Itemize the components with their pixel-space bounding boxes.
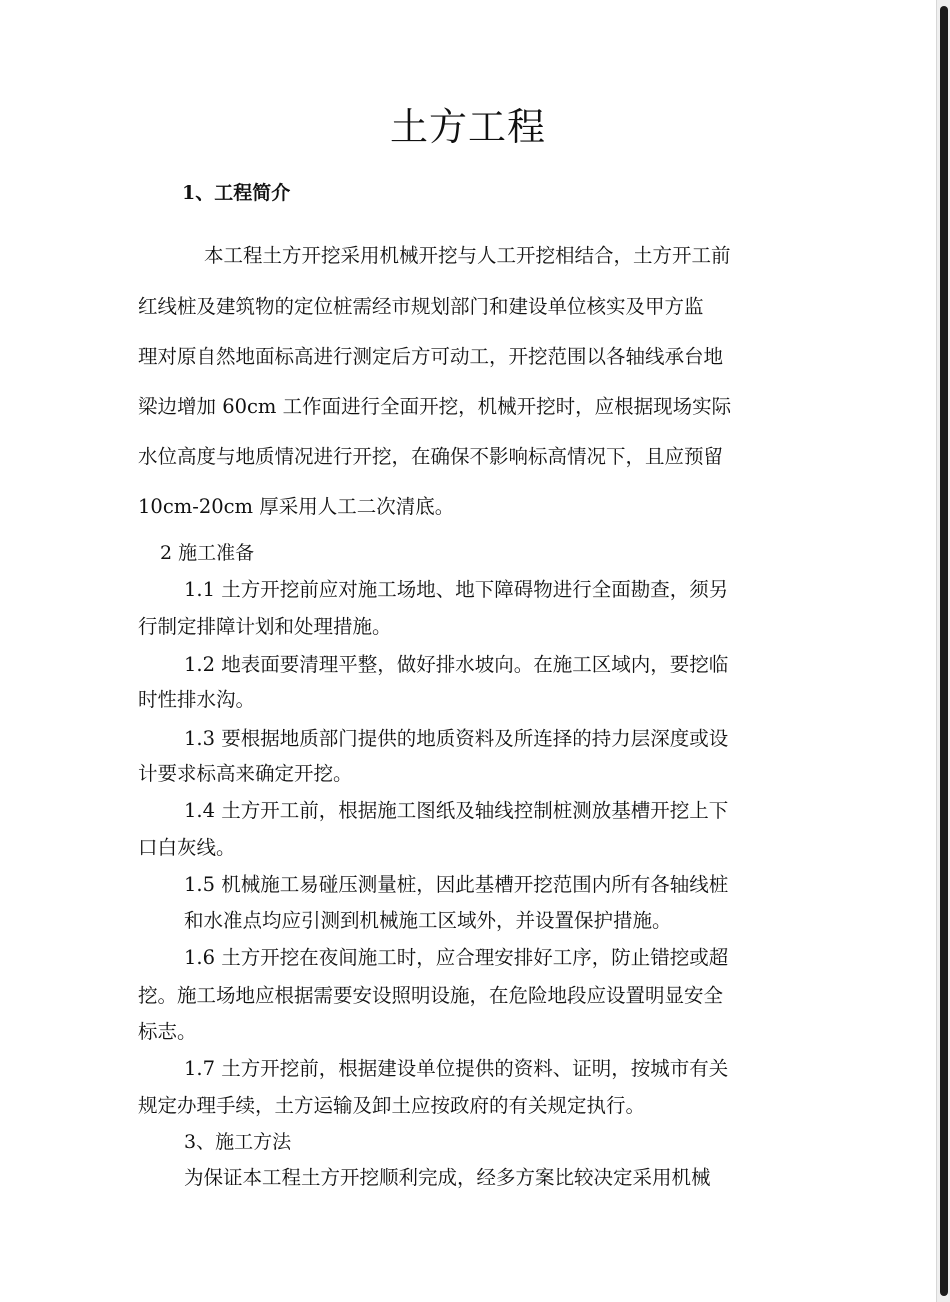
item-line: 1.7 土方开挖前，根据建设单位提供的资料、证明，按城市有关 xyxy=(184,1057,729,1080)
item-line: 1.2 地表面要清理平整，做好排水坡向。在施工区域内，要挖临 xyxy=(184,653,729,676)
item-line: 1.5 机械施工易碰压测量桩，因此基槽开挖范围内所有各轴线桩 xyxy=(184,873,729,896)
paragraph-line: 为保证本工程土方开挖顺利完成，经多方案比较决定采用机械 xyxy=(184,1166,711,1189)
section-heading-overview: 1、工程简介 xyxy=(182,182,291,204)
paragraph-line: 本工程土方开挖采用机械开挖与人工开挖相结合，土方开工前 xyxy=(204,244,731,267)
section-heading-method: 3、施工方法 xyxy=(184,1131,292,1153)
item-line: 1.3 要根据地质部门提供的地质资料及所连择的持力层深度或设 xyxy=(184,727,729,750)
item-line: 时性排水沟。 xyxy=(138,688,256,711)
item-line: 行制定排障计划和处理措施。 xyxy=(138,615,392,638)
item-line: 计要求标高来确定开挖。 xyxy=(138,762,353,785)
vertical-scrollbar[interactable] xyxy=(936,0,950,1302)
paragraph-line: 水位高度与地质情况进行开挖，在确保不影响标高情况下，且应预留 xyxy=(138,445,724,468)
paragraph-line: 红线桩及建筑物的定位桩需经市规划部门和建设单位核实及甲方监 xyxy=(138,295,704,318)
item-line: 1.1 土方开挖前应对施工场地、地下障碍物进行全面勘查，须另 xyxy=(184,578,729,601)
section-heading-preparation: 2 施工准备 xyxy=(160,542,255,564)
item-line: 1.6 土方开挖在夜间施工时，应合理安排好工序，防止错挖或超 xyxy=(184,946,729,969)
paragraph-line: 10cm-20cm 厚采用人工二次清底。 xyxy=(138,495,455,518)
item-line: 和水准点均应引测到机械施工区域外，并设置保护措施。 xyxy=(184,909,672,932)
item-line: 1.4 土方开工前，根据施工图纸及轴线控制桩测放基槽开挖上下 xyxy=(184,799,729,822)
item-line: 标志。 xyxy=(138,1020,197,1043)
item-line: 规定办理手续，土方运输及卸土应按政府的有关规定执行。 xyxy=(138,1094,646,1117)
item-line: 口白灰线。 xyxy=(138,836,236,859)
item-line: 挖。施工场地应根据需要安设照明设施，在危险地段应设置明显安全 xyxy=(138,984,724,1007)
scrollbar-thumb[interactable] xyxy=(940,6,948,1296)
paragraph-line: 理对原自然地面标高进行测定后方可动工，开挖范围以各轴线承台地 xyxy=(138,345,724,368)
document-title: 土方工程 xyxy=(389,105,546,149)
paragraph-line: 梁边增加 60cm 工作面进行全面开挖，机械开挖时，应根据现场实际 xyxy=(138,395,732,418)
